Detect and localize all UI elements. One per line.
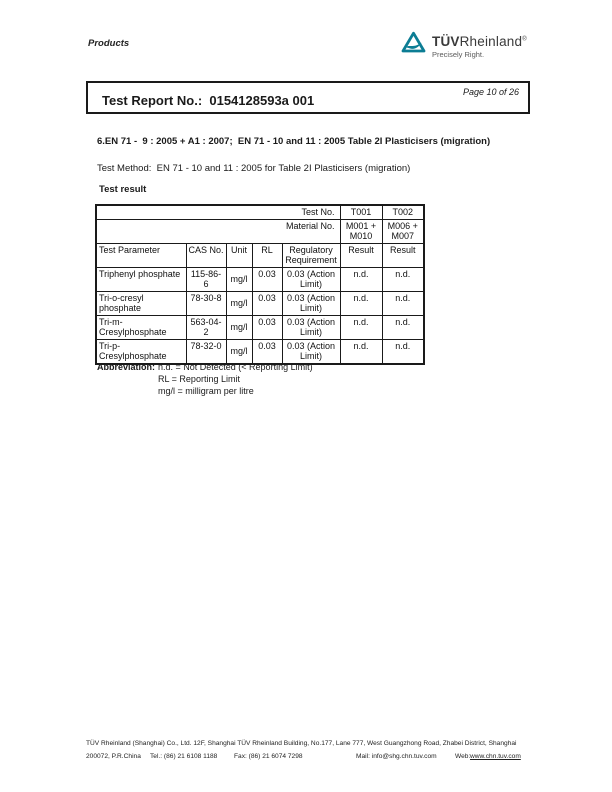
table-row [96, 291, 424, 315]
report-title: Test Report No.: 0154128593a 001 [102, 93, 315, 108]
cell-result-2: n.d. [382, 291, 424, 315]
table-header-row [96, 243, 424, 267]
footer-email: Mail: info@shg.chn.tuv.com [356, 753, 437, 760]
logo-brand-regular: Rheinland [459, 34, 523, 49]
table-row [96, 267, 424, 291]
table-row [96, 315, 424, 339]
footer-telephone: Tel.: (86) 21 6108 1188 [150, 753, 218, 760]
abbreviation-label: Abbreviation: [97, 362, 156, 372]
cell-unit: mg/l [226, 291, 252, 315]
tuv-rheinland-logo [401, 31, 527, 59]
logo-text [432, 31, 527, 59]
cell-unit: mg/l [226, 267, 252, 291]
section-heading: 6.EN 71 - 9 : 2005 + A1 : 2007; EN 71 - 10 and 11 : 2005 Table 2I Plasticisers (migration) [97, 136, 491, 147]
material-no-1: M001 + M010 [340, 219, 382, 243]
footer-address-line2: 200072, P.R.China [86, 753, 141, 760]
test-no-t002: T002 [382, 205, 424, 219]
cell-rl: 0.03 [252, 339, 282, 364]
material-no-label: Material No. [96, 219, 340, 243]
footer-address-line1: TÜV Rheinland (Shanghai) Co., Ltd. 12F, Shanghai TÜV Rheinland Building, No.177, Lane 777, West Guangzhong Road, Zhabei District, Shanghai [86, 740, 517, 747]
cell-requirement: 0.03 (Action Limit) [282, 315, 340, 339]
abbreviation-item: n.d. = Not Detected (< Reporting Limit) [158, 362, 313, 372]
col-header-unit: Unit [226, 243, 252, 267]
registered-trademark-icon: ® [522, 36, 527, 43]
test-no-label: Test No. [96, 205, 340, 219]
test-result-table [95, 204, 425, 365]
col-header-regulatory-requirement: Regulatory Requirement [282, 243, 340, 267]
cell-result-1: n.d. [340, 267, 382, 291]
material-no-2: M006 + M007 [382, 219, 424, 243]
cell-parameter: Tri-o-cresyl phosphate [96, 291, 186, 315]
col-header-cas-no: CAS No. [186, 243, 226, 267]
cell-result-1: n.d. [340, 315, 382, 339]
abbreviation-block [97, 361, 313, 397]
cell-parameter: Tri-p-Cresylphosphate [96, 339, 186, 364]
cell-parameter: Tri-m-Cresylphosphate [96, 315, 186, 339]
cell-rl: 0.03 [252, 267, 282, 291]
report-title-box [86, 81, 530, 114]
col-header-result-2: Result [382, 243, 424, 267]
logo-brand-bold: TÜV [432, 34, 460, 49]
table-row-material-no [96, 219, 424, 243]
header-products-label: Products [88, 38, 130, 49]
tuv-triangle-icon [401, 31, 426, 54]
cell-cas: 115-86-6 [186, 267, 226, 291]
abbreviation-item: mg/l = milligram per litre [158, 386, 254, 396]
footer-website-link[interactable]: www.chn.tuv.com [470, 753, 521, 760]
cell-result-2: n.d. [382, 315, 424, 339]
cell-unit: mg/l [226, 339, 252, 364]
test-result-label: Test result [99, 184, 147, 195]
test-no-t001: T001 [340, 205, 382, 219]
test-method-line: Test Method: EN 71 - 10 and 11 : 2005 for Table 2I Plasticisers (migration) [97, 163, 411, 174]
cell-cas: 78-32-0 [186, 339, 226, 364]
logo-brand-name [432, 34, 527, 49]
page-indicator: Page 10 of 26 [462, 87, 519, 97]
col-header-test-parameter: Test Parameter [96, 243, 186, 267]
cell-rl: 0.03 [252, 315, 282, 339]
abbreviation-item: RL = Reporting Limit [158, 374, 240, 384]
cell-result-1: n.d. [340, 291, 382, 315]
table-row [96, 339, 424, 364]
col-header-result-1: Result [340, 243, 382, 267]
cell-requirement: 0.03 (Action Limit) [282, 339, 340, 364]
cell-cas: 78-30-8 [186, 291, 226, 315]
cell-parameter: Triphenyl phosphate [96, 267, 186, 291]
abbreviation-items [158, 361, 313, 397]
table-row-test-no [96, 205, 424, 219]
cell-unit: mg/l [226, 315, 252, 339]
footer-fax: Fax: (86) 21 6074 7298 [234, 753, 303, 760]
footer-web-label: Web: [455, 753, 471, 760]
col-header-rl: RL [252, 243, 282, 267]
cell-rl: 0.03 [252, 291, 282, 315]
cell-result-2: n.d. [382, 267, 424, 291]
cell-result-1: n.d. [340, 339, 382, 364]
cell-requirement: 0.03 (Action Limit) [282, 291, 340, 315]
cell-cas: 563-04-2 [186, 315, 226, 339]
logo-tagline: Precisely Right. [432, 50, 485, 59]
cell-result-2: n.d. [382, 339, 424, 364]
cell-requirement: 0.03 (Action Limit) [282, 267, 340, 291]
